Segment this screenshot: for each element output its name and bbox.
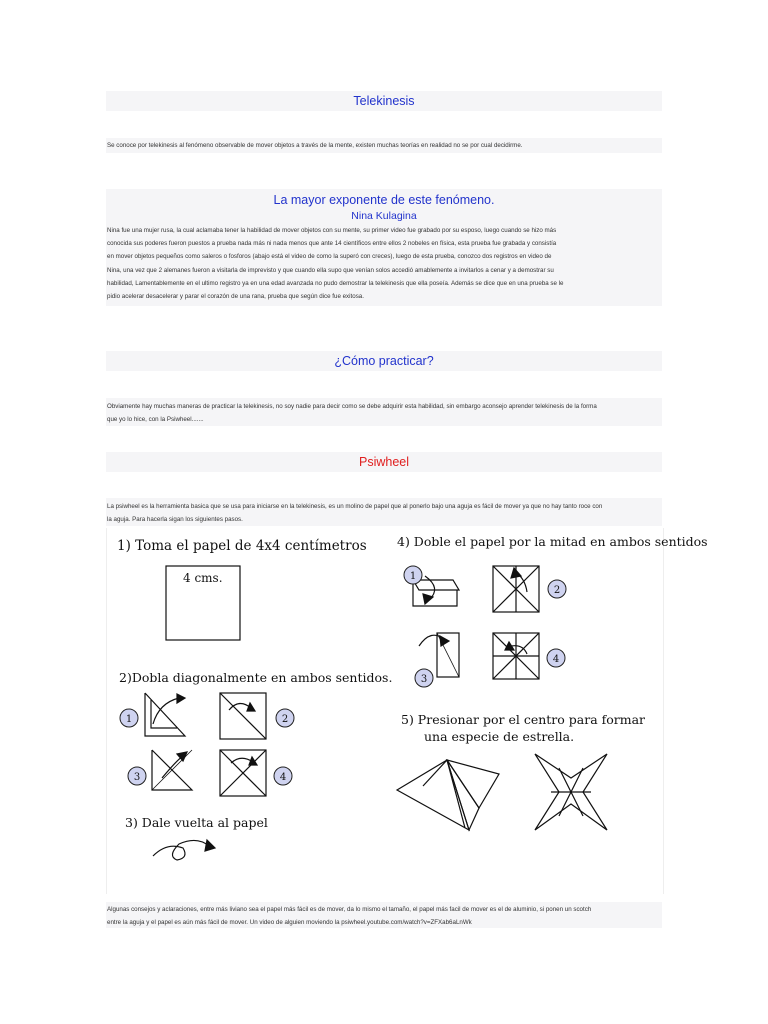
step5-label-line2: una especie de estrella. [424,729,575,744]
text-line: Obviamente hay muchas maneras de practicar la telekinesis, no soy nadie para decir como se debe adquirir esta habilidad, sin embargo aconsejo aprender telekinesis de la forma [107,403,597,410]
tips-text [107,903,662,929]
badge-2: 2 [553,585,561,596]
step2-fold-b [220,693,266,739]
practice-text [107,400,662,426]
badge-3: 3 [420,674,428,685]
step2-label: 2)Dobla diagonalmente en ambos sentidos. [119,670,393,685]
step3-label: 3) Dale vuelta al papel [125,815,268,830]
psiwheel-text [107,500,662,526]
step4-label: 4) Doble el papel por la mitad en ambos sentidos [397,534,708,549]
exponent-title: La mayor exponente de este fenómeno. [273,193,495,207]
exponent-subtitle: Nina Kulagina [351,210,417,222]
badge-3: 3 [133,772,141,783]
star-side-view [397,760,499,830]
star-top-view [535,754,607,830]
telekinesis-header-band [106,91,662,111]
text-line: en mover objetos pequeños como saleros o fosforos (abajo está el video de como la superó con creces), luego de esta prueba, conozco dos registros en video de [107,253,552,261]
psiwheel-title: Psiwheel [358,455,410,469]
step4-fold-b [493,566,539,612]
step2-fold-c [152,750,192,790]
telekinesis-intro: Se conoce por telekinesis al fenómeno observable de mover objetos a través de la mente, existen muchas teorías en realidad no se por cual decidirme. [107,142,523,149]
telekinesis-title: Telekinesis [353,94,415,108]
practice-header-band [106,351,662,371]
badge-1: 1 [125,714,133,725]
badge-4: 4 [279,772,287,783]
step4-fold-d [493,633,539,679]
text-line: entre la aguja y el papel es aún más fácil de mover. Un video de alguien moviendo la psiwheel.youtube.com/watch?v=ZFXab6aLnWk [107,919,472,927]
step1-label: 1) Toma el papel de 4x4 centímetros [117,538,367,554]
text-line: Nina, una vez que 2 alemanes fueron a visitarla de imprevisto y que cuando ella supo que venían solos accedió amablemente a invitarlos a cenar y a demostrar su [107,266,554,274]
psiwheel-instructions-diagram [106,528,708,894]
badge-1: 1 [409,571,417,582]
exponent-text [107,224,662,303]
text-line: La psiwheel es la herramienta basica que se usa para iniciarse en la telekinesis, es un molino de papel que al ponerlo bajo una aguja es fácil de mover ya que no hay tanto roce con [107,503,603,510]
text-line: habilidad, Lamentablemente en el ultimo registro ya en una edad avanzada no pudo demostrar la telekinesis que ella poseía. Además se dice que en una prueba se le [107,279,564,287]
text-line: pidio acelerar desacelerar y parar el corazón de una rana, prueba que según dice fue exitosa. [107,293,364,301]
badge-2: 2 [281,714,289,725]
text-line: conocida sus poderes fueron puestos a prueba nada más ni nada menos que ante 14 científicos entre ellos 2 nobeles en física, esta prueba fue grabada y consistía [107,240,557,248]
step5-label-line1: 5) Presionar por el centro para formar [401,712,646,727]
step2-fold-a [145,693,185,736]
practice-title: ¿Cómo practicar? [334,354,434,368]
step2-fold-d [220,750,266,796]
flip-paper-arrow [153,840,215,860]
origami-drawings [107,528,663,894]
badge-4: 4 [552,654,560,665]
text-line: la aguja. Para hacerla sigan los siguientes pasos. [107,516,243,524]
text-line: Algunas consejos y aclaraciones, entre más liviano sea el papel más fácil es de mover, da lo mismo el tamaño, el papel más facil de mover es el de aluminio, si ponen un scotch [107,906,592,913]
text-line: que yo lo hice, con la Psiwheel....... [107,416,204,424]
square-size-label: 4 cms. [183,571,223,585]
psiwheel-header-band [106,452,662,472]
text-line: Nina fue una mujer rusa, la cual aclamaba tener la habilidad de mover objetos con su mente, su primer video fue grabado por su esposo, luego cuando se hizo más [107,227,557,234]
